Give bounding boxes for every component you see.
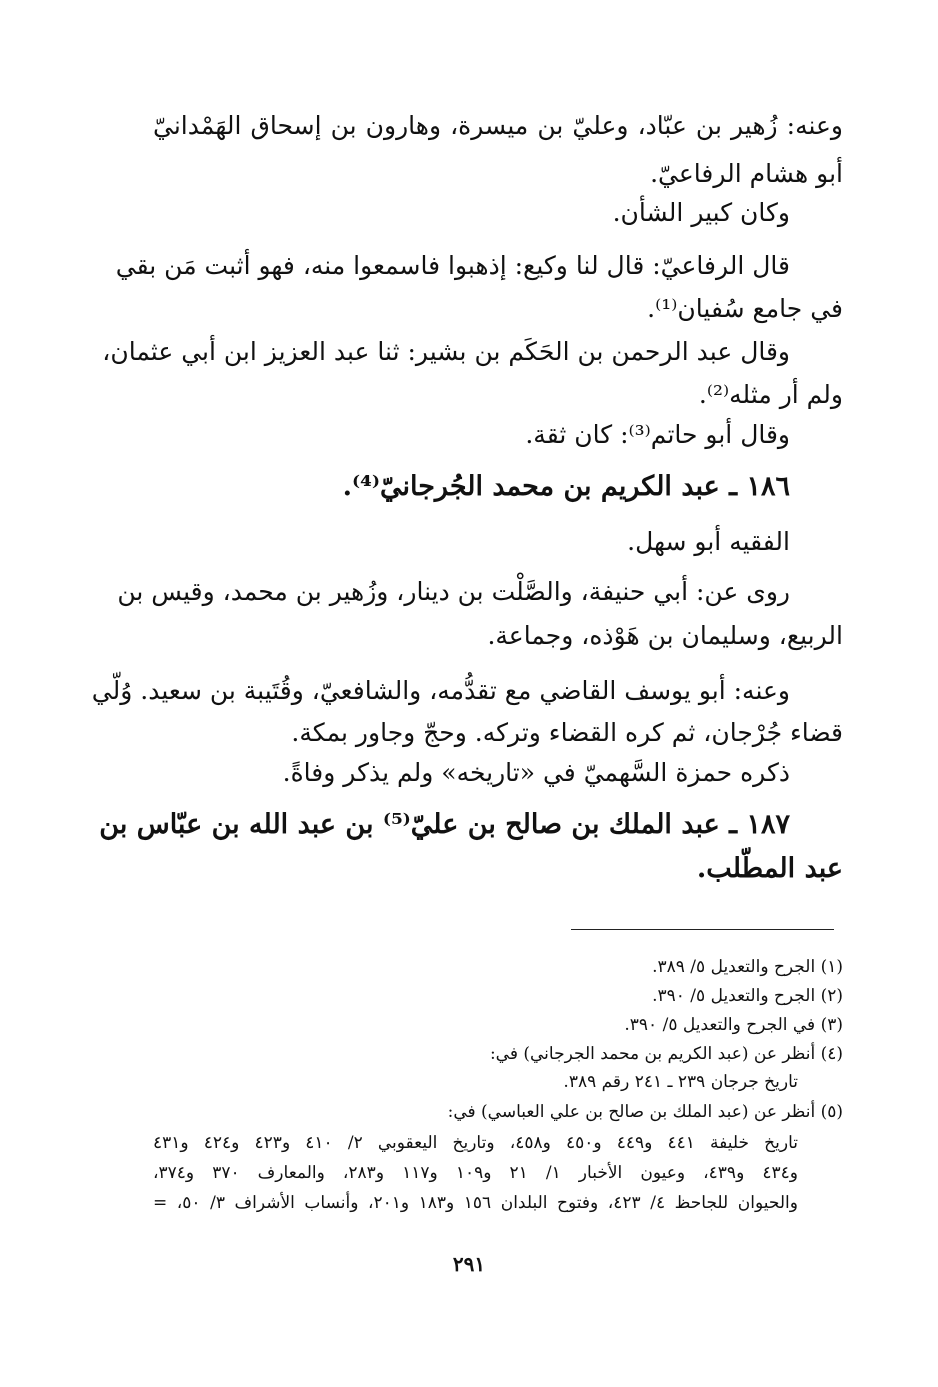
- footnote: (٤) أنظر عن (عبد الكريم بن محمد الجرجاني) في:: [489, 1044, 843, 1064]
- body-line: وقال أبو حاتم⁽³⁾: كان ثقة.: [525, 420, 790, 449]
- body-line: وقال عبد الرحمن بن الحَكَم بن بشير: ثنا عبد العزيز ابن أبي عثمان،: [102, 337, 790, 366]
- footnote: (٣) في الجرح والتعديل ٥/ ٣٩٠.: [624, 1015, 843, 1035]
- body-line: ولم أر مثله⁽²⁾.: [698, 380, 843, 409]
- footnote-divider: [571, 929, 834, 930]
- footnote: (١) الجرح والتعديل ٥/ ٣٨٩.: [652, 957, 843, 977]
- footnote: (٥) أنظر عن (عبد الملك بن صالح بن علي العباسي) في:: [447, 1102, 843, 1122]
- body-line: قضاء جُرْجان، ثم كره القضاء وتركه. وحجّ وجاور بمكة.: [291, 718, 843, 747]
- entry-heading-186: ١٨٦ ـ عبد الكريم بن محمد الجُرجانيّ⁽⁴⁾.: [342, 471, 790, 502]
- footnote: تاريخ جرجان ٢٣٩ ـ ٢٤١ رقم ٣٨٩.: [563, 1072, 798, 1092]
- body-line: أبو هشام الرفاعيّ.: [650, 159, 843, 188]
- page-number: ٢٩١: [452, 1252, 486, 1276]
- body-line: عبد المطّلب.: [696, 853, 843, 884]
- body-line: في جامع سُفيان⁽¹⁾.: [647, 294, 843, 323]
- body-line: وعنه: أبو يوسف القاضي مع تقدُّمه، والشافعيّ، وقُتَيبة بن سعيد. وُلّي: [91, 676, 790, 705]
- body-line: الربيع، وسليمان بن هَوْذه، وجماعة.: [487, 621, 843, 650]
- footnote: تاريخ خليفة ٤٤١ و٤٤٩ و٤٥٠ و٤٥٨، وتاريخ اليعقوبي ٢/ ٤١٠ و٤٢٣ و٤٢٤ و٤٣١: [153, 1133, 798, 1153]
- body-line: قال الرفاعيّ: قال لنا وكيع: إذهبوا فاسمعوا منه، فهو أثبت مَن بقي: [115, 251, 790, 280]
- entry-heading-187: ١٨٧ ـ عبد الملك بن صالح بن عليّ⁽⁵⁾ بن عبد الله بن عبّاس بن: [99, 809, 790, 840]
- footnote: والحيوان للجاحظ ٤/ ٤٢٣، وفتوح البلدان ١٥٦ و١٨٣ و٢٠١، وأنساب الأشراف ٣/ ٥٠، =: [153, 1193, 798, 1213]
- body-line: ذكره حمزة السَّهميّ في «تاريخه» ولم يذكر وفاةً.: [282, 758, 790, 787]
- body-line: وكان كبير الشأن.: [612, 198, 790, 227]
- body-line: الفقيه أبو سهل.: [627, 527, 790, 556]
- footnote: (٢) الجرح والتعديل ٥/ ٣٩٠.: [652, 986, 843, 1006]
- footnote: و٤٣٤ و٤٣٩، وعيون الأخبار ١/ ٢١ و١٠٩ و١١٧ و٢٨٣، والمعارف ٣٧٠ و٣٧٤،: [153, 1163, 798, 1183]
- body-line: وعنه: زُهير بن عبّاد، وعليّ بن ميسرة، وهارون بن إسحاق الهَمْدانيّ: [153, 111, 843, 140]
- body-line: روى عن: أبي حنيفة، والصَّلْت بن دينار، وزُهير بن محمد، وقيس بن: [117, 577, 790, 606]
